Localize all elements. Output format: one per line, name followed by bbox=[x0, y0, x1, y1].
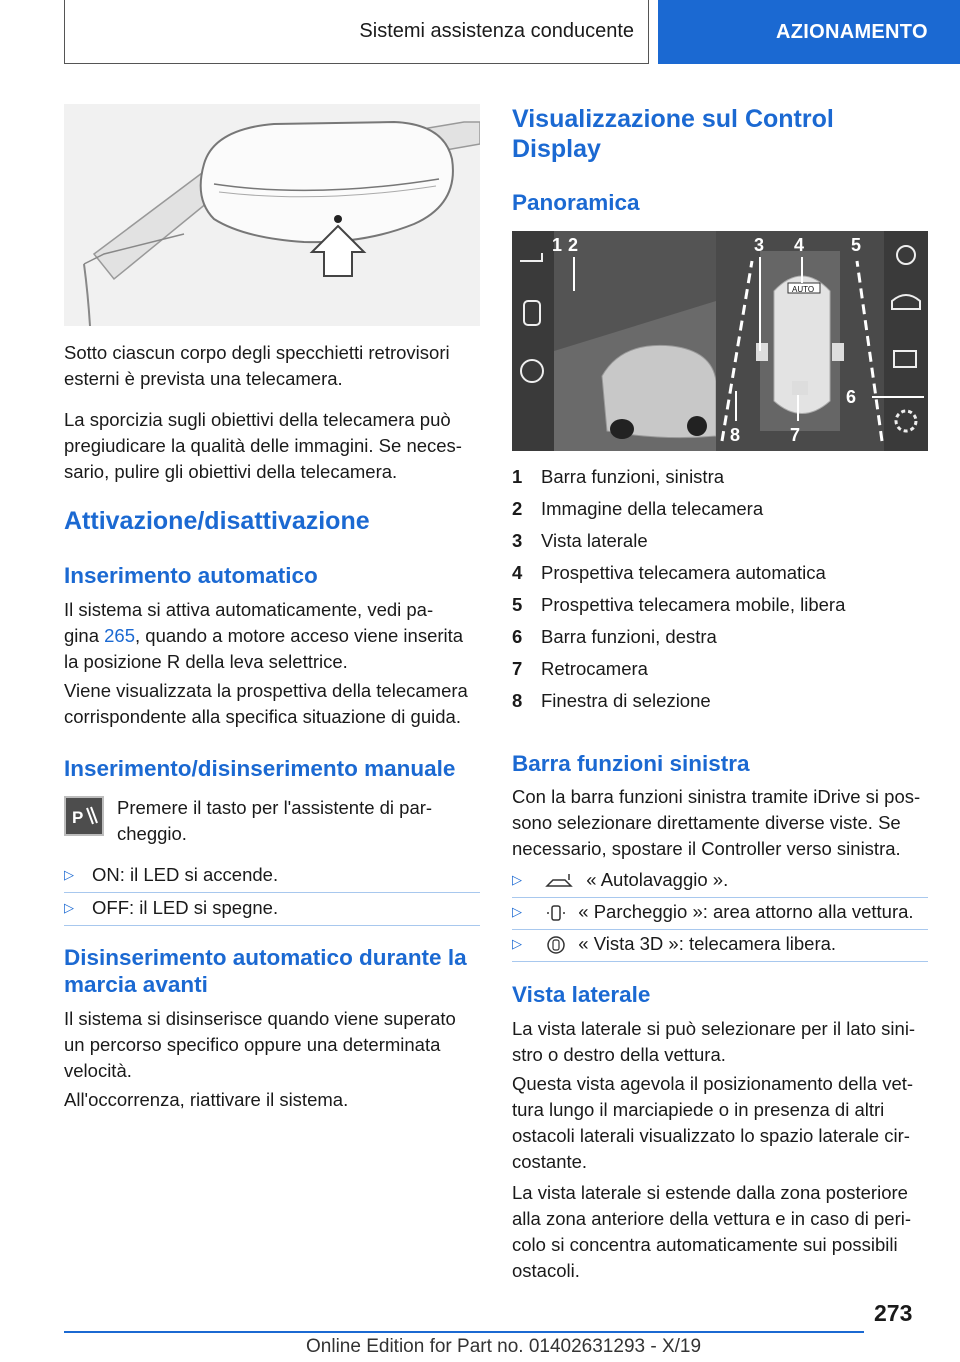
bullet-triangle-icon: ▷ bbox=[512, 872, 522, 887]
legend-number: 7 bbox=[512, 658, 523, 679]
legend-text: Finestra di selezione bbox=[541, 690, 711, 711]
figure-label-1: 1 bbox=[552, 235, 563, 255]
bullet-parking bbox=[512, 900, 914, 924]
auto-off-text-1: Il sistema si disinserisce quando viene superato un percorso specifico oppure una determinata velocità. bbox=[64, 1008, 456, 1081]
figure-label-3: 3 bbox=[754, 235, 765, 255]
divider bbox=[64, 925, 480, 926]
parking-text: « Parcheggio »: area attorno alla vettura. bbox=[578, 901, 914, 922]
auto-off-text-2: All'occorrenza, riattivare il sistema. bbox=[64, 1089, 349, 1110]
legend-number: 2 bbox=[512, 498, 523, 519]
footer-edition: Online Edition for Part no. 01402631293 - X/19 bbox=[306, 1336, 702, 1357]
header-section-title bbox=[64, 0, 649, 64]
off-bullet bbox=[64, 896, 278, 920]
park-assist-icon bbox=[66, 798, 102, 834]
auto-badge: AUTO bbox=[792, 285, 815, 294]
legend-number: 5 bbox=[512, 594, 523, 615]
header-section-label: Sistemi assistenza conducente bbox=[359, 20, 634, 42]
divider bbox=[512, 929, 928, 930]
left-bar-text: Con la barra funzioni sinistra tramite iDrive si pos-sono selezionare direttamente diverse viste. Se necessario, spostare il Controller verso sinistra. bbox=[512, 786, 921, 859]
heading-display: Visualizzazione sul Control Display bbox=[512, 105, 834, 163]
on-bullet bbox=[64, 863, 278, 887]
figure-label-8: 8 bbox=[730, 425, 741, 445]
off-text: OFF: il LED si spegne. bbox=[92, 897, 279, 918]
mirror-illustration bbox=[64, 104, 480, 326]
view-3d-text: « Vista 3D »: telecamera libera. bbox=[578, 933, 837, 954]
bullet-triangle-icon: ▷ bbox=[512, 904, 522, 919]
bullet-triangle-icon: ▷ bbox=[512, 936, 522, 951]
view-3d-icon bbox=[545, 935, 567, 955]
bullet-triangle-icon: ▷ bbox=[64, 900, 74, 915]
side-view-text-2: Questa vista agevola il posizionamento della vet-tura lungo il marciapiede o in presenza di altri ostacoli laterali visualizzato lo spazio laterale cir-costante. bbox=[512, 1073, 914, 1172]
dirt-note: La sporcizia sugli obiettivi della telecamera può pregiudicare la qualità delle immagini. Se neces-sario, pulire gli obiettivi della telecamera. bbox=[64, 409, 462, 482]
divider bbox=[512, 961, 928, 962]
footer-rule bbox=[64, 1331, 864, 1333]
legend-text: Barra funzioni, destra bbox=[541, 626, 717, 647]
control-display-figure bbox=[512, 231, 928, 451]
legend-text: Immagine della telecamera bbox=[541, 498, 764, 519]
legend-number: 4 bbox=[512, 562, 523, 583]
figure-label-4: 4 bbox=[794, 235, 805, 255]
auto-on-line-c: la posizione R della leva selettrice. bbox=[64, 651, 348, 672]
park-assist-button-icon bbox=[64, 796, 104, 836]
page-number: 273 bbox=[874, 1300, 913, 1326]
legend-number: 1 bbox=[512, 466, 523, 487]
side-view-text-1: La vista laterale si può selezionare per il lato sini-stro o destro della vettura. bbox=[512, 1018, 916, 1065]
figure-label-2: 2 bbox=[568, 235, 579, 255]
divider bbox=[64, 892, 480, 893]
figure-label-7: 7 bbox=[790, 425, 801, 445]
auto-on-line-a: Il sistema si attiva automaticamente, vedi pa- bbox=[64, 599, 434, 620]
bullet-car-wash bbox=[512, 868, 728, 892]
park-assist-icon-letter: P bbox=[72, 808, 84, 827]
figure-label-6: 6 bbox=[846, 387, 857, 407]
auto-on-text-2: Viene visualizzata la prospettiva della telecamera corrispondente alla specifica situazione di guida. bbox=[64, 680, 468, 727]
heading-activation: Attivazione/disattivazione bbox=[64, 507, 370, 535]
header-chapter-label: AZIONAMENTO bbox=[776, 20, 928, 43]
car-wash-text: « Autolavaggio ». bbox=[586, 869, 729, 890]
bullet-3d-view bbox=[512, 932, 836, 956]
legend-text: Prospettiva telecamera mobile, libera bbox=[541, 594, 846, 615]
manual-text: Premere il tasto per l'assistente di par-cheggio. bbox=[117, 797, 433, 844]
header-chapter-tab[interactable] bbox=[658, 0, 960, 64]
auto-on-line-b-pre: gina bbox=[64, 625, 105, 646]
auto-on-line-b-post: , quando a motore acceso viene inserita bbox=[135, 625, 464, 646]
heading-side-view: Vista laterale bbox=[512, 982, 651, 1007]
figure-label-5: 5 bbox=[851, 235, 862, 255]
mirror-camera-figure bbox=[64, 104, 480, 326]
heading-auto-on: Inserimento automatico bbox=[64, 563, 318, 588]
legend-text: Retrocamera bbox=[541, 658, 648, 679]
heading-overview: Panoramica bbox=[512, 190, 640, 215]
divider bbox=[512, 897, 928, 898]
bullet-triangle-icon: ▷ bbox=[64, 867, 74, 882]
parking-view-icon bbox=[545, 903, 567, 923]
legend-number: 8 bbox=[512, 690, 523, 711]
car-wash-icon bbox=[545, 872, 575, 890]
heading-auto-off: Disinserimento automatico durante la marcia avanti bbox=[64, 945, 467, 997]
legend-number: 6 bbox=[512, 626, 523, 647]
legend-text: Prospettiva telecamera automatica bbox=[541, 562, 826, 583]
control-display-screenshot bbox=[512, 231, 928, 451]
side-view-text-3: La vista laterale si estende dalla zona posteriore alla zona anteriore della vettura e in caso di peri-colo si concentra automaticamente sui possibili ostacoli. bbox=[512, 1182, 912, 1281]
auto-on-text-1 bbox=[64, 597, 480, 675]
legend-text: Vista laterale bbox=[541, 530, 648, 551]
page-265-link[interactable]: 265 bbox=[104, 625, 135, 646]
heading-left-bar: Barra funzioni sinistra bbox=[512, 751, 750, 776]
legend-text: Barra funzioni, sinistra bbox=[541, 466, 725, 487]
legend-number: 3 bbox=[512, 530, 523, 551]
mirror-caption: Sotto ciascun corpo degli specchietti retrovisori esterni è prevista una telecamera. bbox=[64, 342, 450, 389]
on-text: ON: il LED si accende. bbox=[92, 864, 279, 885]
heading-manual: Inserimento/disinserimento manuale bbox=[64, 756, 456, 781]
